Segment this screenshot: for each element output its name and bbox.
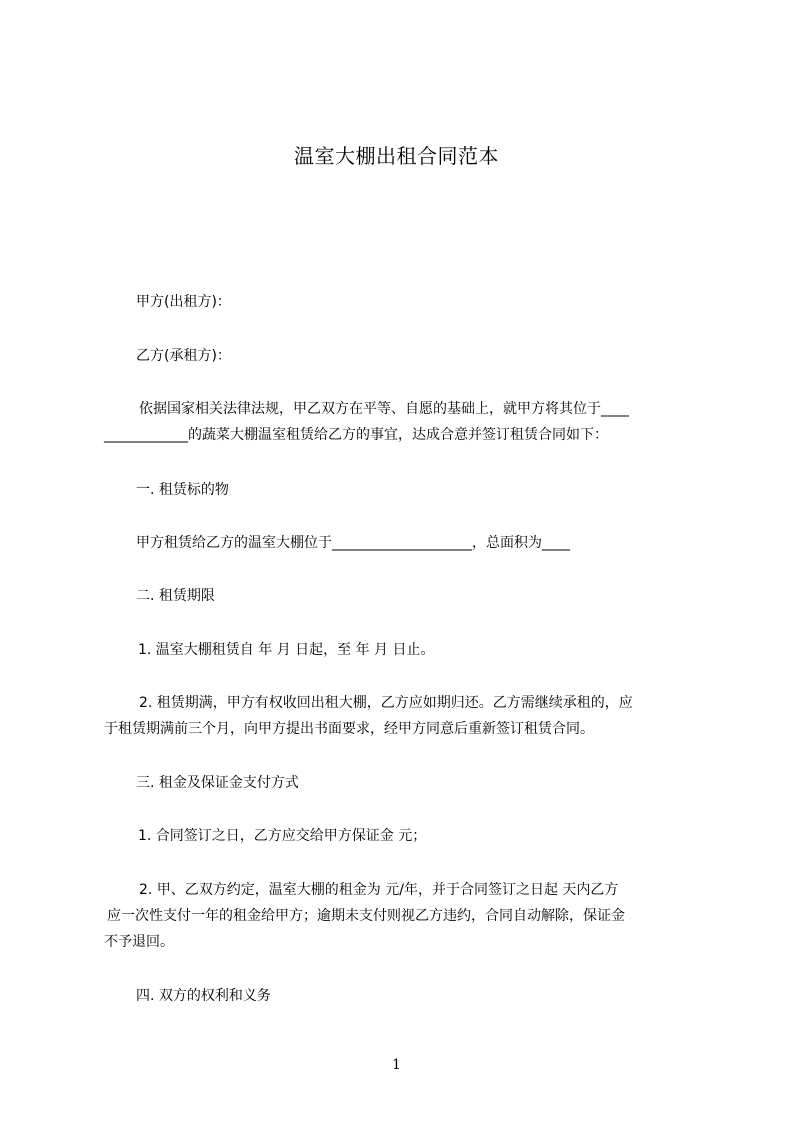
intro-paragraph-line-2: ____________的蔬菜大棚温室租赁给乙方的事宜，达成合意并签订租赁合同如下： [104,427,608,443]
section-3-heading: 三. 租金及保证金支付方式 [136,775,299,791]
document-title: 温室大棚出租合同范本 [294,144,499,168]
section-2-item-1: 1. 温室大棚租赁自 年 月 日起，至 年 月 日止。 [138,642,435,658]
section-4-heading: 四. 双方的权利和义务 [136,988,271,1004]
section-1-heading: 一. 租赁标的物 [136,482,229,498]
intro-paragraph-line-1: 依据国家相关法律法规，甲乙双方在平等、自愿的基础上，就甲方将其位于____ [139,401,629,417]
section-2-item-2-line-2: 于租赁期满前三个月，向甲方提出书面要求，经甲方同意后重新签订租赁合同。 [104,721,594,737]
section-1-paragraph: 甲方租赁给乙方的温室大棚位于____________________，总面积为____ [136,535,570,551]
section-2-heading: 二. 租赁期限 [136,588,215,604]
section-3-item-2-line-2: 应一次性支付一年的租金给甲方；逾期未支付则视乙方违约，合同自动解除，保证金 [107,908,625,924]
party-b-line: 乙方(承租方)： [136,348,231,364]
page-number: 1 [392,1057,401,1073]
section-3-item-2-line-1: 2. 甲、乙双方约定，温室大棚的租金为 元/年，并于合同签订之日起 天内乙方 [139,882,619,898]
section-2-item-2-line-1: 2. 租赁期满，甲方有权收回出租大棚，乙方应如期归还。乙方需继续承租的，应 [139,695,633,711]
section-3-item-2-line-3: 不予退回。 [104,934,174,950]
party-a-line: 甲方(出租方)： [136,294,231,310]
section-3-item-1: 1. 合同签订之日，乙方应交给甲方保证金 元； [138,828,427,844]
